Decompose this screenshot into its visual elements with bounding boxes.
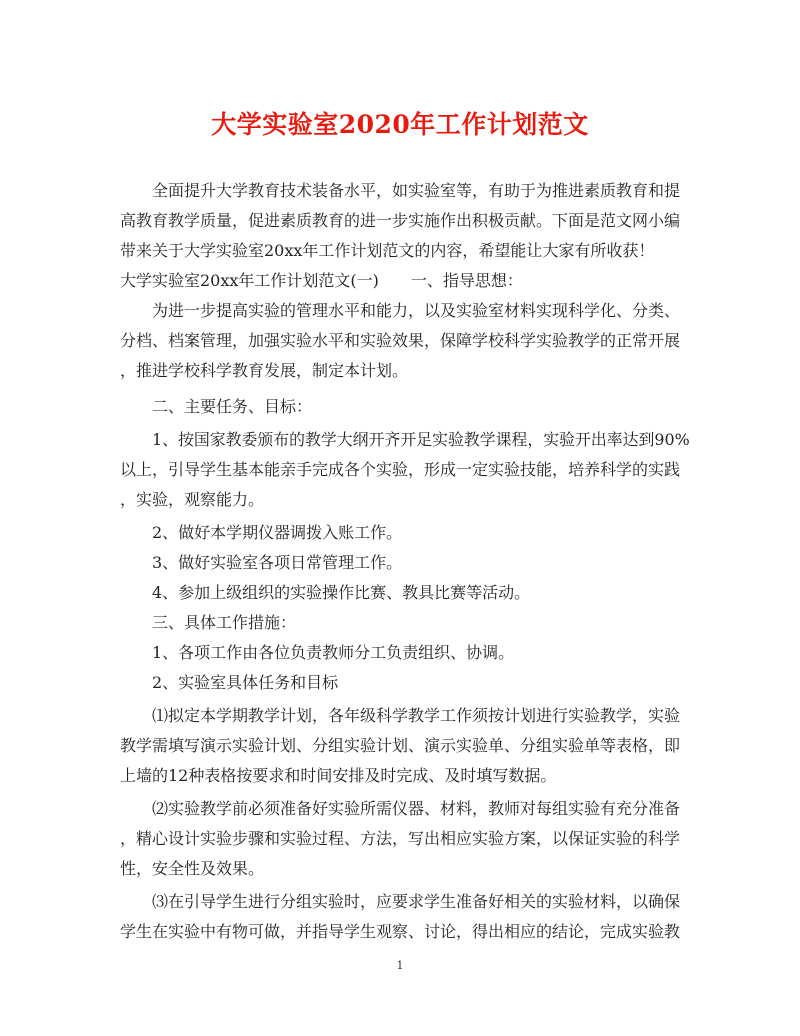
- body-line: 4、参加上级组织的实验操作比赛、教具比赛等活动。: [152, 583, 531, 602]
- body-line: 以上，引导学生基本能亲手完成各个实验，形成一定实验技能，培养科学的实践: [120, 460, 681, 479]
- body-line: 上墙的12种表格按要求和时间安排及时完成、及时填写数据。: [120, 766, 557, 785]
- body-line: 分档、档案管理，加强实验水平和实验效果，保障学校科学实验教学的正常开展: [120, 331, 681, 350]
- body-line: 教学需填写演示实验计划、分组实验计划、演示实验单、分组实验单等表格，即: [120, 736, 681, 755]
- body-line: 性，安全性及效果。: [120, 859, 265, 878]
- document-title: 大学实验室2020年工作计划范文: [211, 110, 589, 139]
- body-line: 1、按国家教委颁布的教学大纲开齐开足实验教学课程，实验开出率达到90%: [152, 430, 690, 449]
- section-heading-line: 二、主要任务、目标：: [152, 397, 313, 416]
- section-heading-line: 大学实验室20xx年工作计划范文(一) 一、指导思想：: [120, 271, 523, 290]
- body-line: 1、各项工作由各位负责教师分工负责组织、协调。: [152, 643, 515, 662]
- body-line: ，精心设计实验步骤和实验过程、方法，写出相应实验方案，以保证实验的科学: [120, 829, 681, 848]
- body-line: 带来关于大学实验室20xx年工作计划范文的内容，希望能让大家有所收获！: [120, 241, 655, 260]
- body-line: 2、做好本学期仪器调拨入账工作。: [152, 523, 403, 542]
- body-line: ，推进学校科学教育发展，制定本计划。: [120, 361, 409, 380]
- body-line: 2、实验室具体任务和目标: [152, 673, 339, 692]
- body-line: ，实验，观察能力。: [120, 490, 265, 509]
- body-line: 3、做好实验室各项日常管理工作。: [152, 553, 403, 572]
- body-line: ⑶在引导学生进行分组实验时，应要求学生准备好相关的实验材料，以确保: [152, 892, 681, 911]
- body-line: 高教育教学质量，促进素质教育的进一步实施作出积极贡献。下面是范文网小编: [120, 211, 681, 230]
- body-line: 全面提升大学教育技术装备水平，如实验室等，有助于为推进素质教育和提: [152, 181, 681, 200]
- section-heading-line: 三、具体工作措施：: [152, 613, 297, 632]
- body-line: ⑵实验教学前必须准备好实验所需仪器、材料，教师对每组实验有充分准备: [152, 799, 681, 818]
- body-line: ⑴拟定本学期教学计划，各年级科学教学工作须按计划进行实验教学，实验: [152, 706, 681, 725]
- page-number: 1: [396, 959, 404, 972]
- body-line: 学生在实验中有物可做，并指导学生观察、讨论，得出相应的结论，完成实验教: [120, 922, 681, 941]
- body-line: 为进一步提高实验的管理水平和能力，以及实验室材料实现科学化、分类、: [152, 301, 681, 320]
